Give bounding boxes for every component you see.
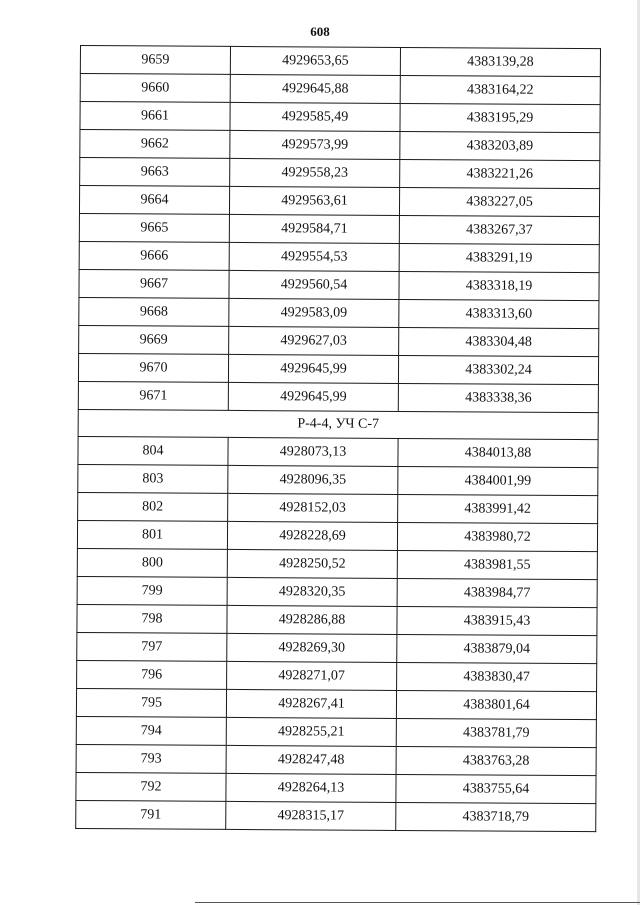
point-number-cell: 9669 [79, 325, 229, 354]
point-number-cell: 9670 [78, 353, 228, 382]
x-coordinate-cell: 4928269,30 [227, 633, 397, 662]
table-row [76, 688, 596, 719]
x-coordinate-cell: 4929627,03 [229, 326, 399, 355]
x-coordinate-cell: 4928152,03 [228, 493, 398, 522]
table-row [77, 660, 597, 691]
x-coordinate-cell: 4928228,69 [227, 521, 397, 550]
coordinates-grid [75, 45, 601, 832]
y-coordinate-cell: 4383781,79 [396, 718, 596, 747]
x-coordinate-cell: 4928073,13 [228, 437, 398, 466]
table-row [77, 632, 597, 663]
scan-bottom-rule [195, 902, 640, 903]
y-coordinate-cell: 4383139,28 [400, 47, 600, 76]
point-number-cell: 9664 [79, 186, 229, 215]
x-coordinate-cell: 4929573,99 [230, 130, 400, 159]
y-coordinate-cell: 4383980,72 [397, 522, 597, 551]
point-number-cell: 800 [77, 548, 227, 577]
x-coordinate-cell: 4929554,53 [229, 242, 399, 271]
x-coordinate-cell: 4928315,17 [226, 801, 396, 830]
point-number-cell: 9666 [79, 241, 229, 270]
table-row [78, 381, 598, 412]
y-coordinate-cell: 4383164,22 [400, 75, 600, 104]
table-row [80, 158, 600, 189]
point-number-cell: 9659 [80, 46, 230, 75]
table-row [79, 269, 599, 300]
x-coordinate-cell: 4928286,88 [227, 605, 397, 634]
y-coordinate-cell: 4383718,79 [396, 802, 596, 831]
table-row [76, 800, 596, 831]
x-coordinate-cell: 4929645,99 [228, 382, 398, 411]
table-row [80, 102, 600, 133]
point-number-cell: 804 [78, 436, 228, 465]
section-header-group [78, 409, 598, 439]
section-row [78, 409, 598, 439]
point-number-cell: 9668 [79, 297, 229, 326]
x-coordinate-cell: 4929584,71 [229, 214, 399, 243]
table-row [77, 520, 597, 551]
point-number-cell: 797 [77, 632, 227, 661]
y-coordinate-cell: 4383267,37 [399, 215, 599, 244]
table-row [78, 436, 598, 467]
point-number-cell: 803 [78, 464, 228, 493]
table-row [77, 576, 597, 607]
y-coordinate-cell: 4383291,19 [399, 243, 599, 272]
y-coordinate-cell: 4383981,55 [397, 550, 597, 579]
table-body-bottom [76, 436, 598, 831]
table-row [79, 241, 599, 272]
point-number-cell: 791 [76, 800, 226, 829]
table-row [76, 772, 596, 803]
table-body-top [78, 46, 600, 413]
y-coordinate-cell: 4383338,36 [398, 383, 598, 412]
point-number-cell: 801 [77, 520, 227, 549]
point-number-cell: 9661 [80, 102, 230, 131]
point-number-cell: 794 [76, 716, 226, 745]
y-coordinate-cell: 4383302,24 [398, 355, 598, 384]
point-number-cell: 9665 [79, 213, 229, 242]
y-coordinate-cell: 4383879,04 [397, 634, 597, 663]
table-row [77, 604, 597, 635]
point-number-cell: 9660 [80, 74, 230, 103]
x-coordinate-cell: 4929653,65 [230, 46, 400, 75]
point-number-cell: 798 [77, 604, 227, 633]
x-coordinate-cell: 4928255,21 [226, 717, 396, 746]
x-coordinate-cell: 4928267,41 [226, 689, 396, 718]
y-coordinate-cell: 4383984,77 [397, 578, 597, 607]
x-coordinate-cell: 4929563,61 [229, 186, 399, 215]
y-coordinate-cell: 4383304,48 [399, 327, 599, 356]
point-number-cell: 9671 [78, 381, 228, 410]
x-coordinate-cell: 4928271,07 [227, 661, 397, 690]
x-coordinate-cell: 4928320,35 [227, 577, 397, 606]
table-row [79, 186, 599, 217]
y-coordinate-cell: 4383318,19 [399, 271, 599, 300]
y-coordinate-cell: 4384001,99 [398, 466, 598, 495]
x-coordinate-cell: 4929560,54 [229, 270, 399, 299]
point-number-cell: 9663 [80, 158, 230, 187]
x-coordinate-cell: 4929585,49 [230, 102, 400, 131]
x-coordinate-cell: 4929645,88 [230, 74, 400, 103]
x-coordinate-cell: 4928250,52 [227, 549, 397, 578]
y-coordinate-cell: 4383915,43 [397, 606, 597, 635]
y-coordinate-cell: 4383755,64 [396, 774, 596, 803]
y-coordinate-cell: 4383221,26 [400, 159, 600, 188]
table-row [78, 464, 598, 495]
y-coordinate-cell: 4383991,42 [398, 494, 598, 523]
coordinates-table [75, 45, 600, 832]
point-number-cell: 793 [76, 744, 226, 773]
y-coordinate-cell: 4383203,89 [400, 131, 600, 160]
table-row [80, 46, 600, 77]
table-row [79, 213, 599, 244]
table-row [78, 492, 598, 523]
x-coordinate-cell: 4928264,13 [226, 773, 396, 802]
point-number-cell: 795 [76, 688, 226, 717]
point-number-cell: 796 [77, 660, 227, 689]
section-label: Р-4-4, УЧ С-7 [78, 409, 598, 439]
table-row [76, 744, 596, 775]
x-coordinate-cell: 4928096,35 [228, 465, 398, 494]
y-coordinate-cell: 4383195,29 [400, 103, 600, 132]
point-number-cell: 799 [77, 576, 227, 605]
x-coordinate-cell: 4929558,23 [230, 158, 400, 187]
table-row [79, 297, 599, 328]
point-number-cell: 9667 [79, 269, 229, 298]
x-coordinate-cell: 4929583,09 [229, 298, 399, 327]
point-number-cell: 792 [76, 772, 226, 801]
table-row [77, 548, 597, 579]
table-row [76, 716, 596, 747]
x-coordinate-cell: 4929645,99 [228, 354, 398, 383]
y-coordinate-cell: 4383801,64 [396, 690, 596, 719]
point-number-cell: 9662 [80, 130, 230, 159]
table-row [78, 353, 598, 384]
x-coordinate-cell: 4928247,48 [226, 745, 396, 774]
table-row [80, 74, 600, 105]
page-number: 608 [310, 24, 330, 39]
table-row [79, 325, 599, 356]
y-coordinate-cell: 4383227,05 [399, 187, 599, 216]
y-coordinate-cell: 4383763,28 [396, 746, 596, 775]
point-number-cell: 802 [78, 492, 228, 521]
table-row [80, 130, 600, 161]
y-coordinate-cell: 4384013,88 [398, 438, 598, 467]
y-coordinate-cell: 4383313,60 [399, 299, 599, 328]
y-coordinate-cell: 4383830,47 [397, 662, 597, 691]
